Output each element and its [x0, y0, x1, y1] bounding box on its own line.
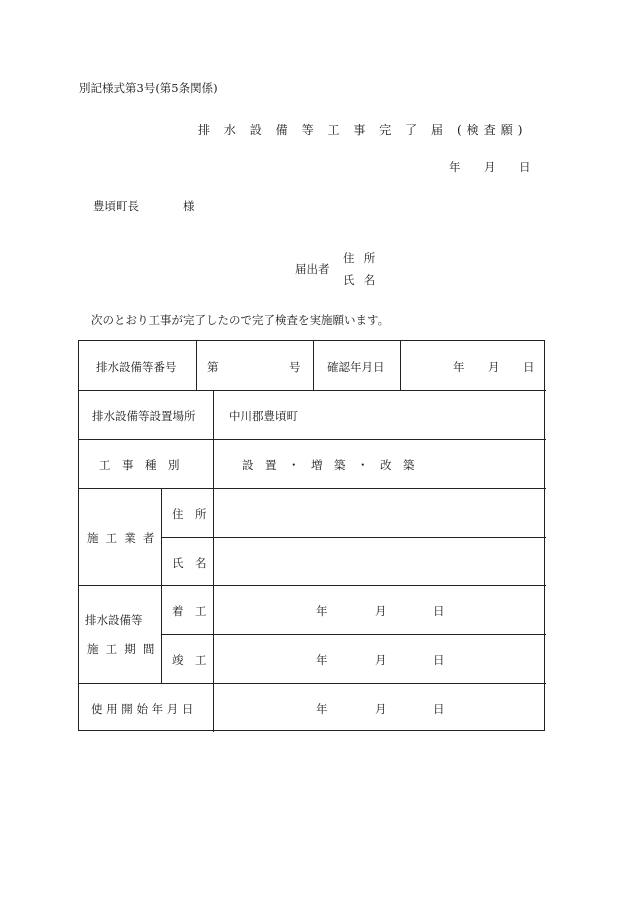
usage-day-label: 日 [433, 702, 445, 716]
usage-month-label: 月 [375, 702, 387, 716]
completion-month-label: 月 [375, 653, 387, 667]
row-divider [79, 439, 546, 440]
construction-period-label-line1: 排水設備等 [85, 613, 143, 627]
confirmation-month-label: 月 [488, 360, 500, 374]
completion-year-label: 年 [316, 653, 328, 667]
contractor-address-label: 住 所 [172, 507, 207, 521]
date-day-label: 日 [519, 160, 531, 174]
completion-statement: 次のとおり工事が完了したので完了検査を実施願います。 [91, 313, 390, 327]
number-suffix: 号 [289, 360, 301, 374]
work-type-label: 工 事 種 別 [99, 458, 180, 472]
construction-start-label: 着 工 [172, 604, 207, 618]
applicant-name-label: 氏名 [343, 273, 385, 287]
contractor-label: 施 工 業 者 [87, 531, 157, 545]
row-divider [79, 390, 546, 391]
row-divider [79, 683, 546, 684]
addressee-name: 豊頃町長 [93, 199, 139, 213]
column-divider [213, 390, 214, 732]
row-divider [161, 634, 546, 635]
row-divider [161, 537, 546, 538]
row-divider [79, 488, 546, 489]
number-prefix: 第 [207, 360, 219, 374]
usage-year-label: 年 [316, 702, 328, 716]
confirmation-day-label: 日 [523, 360, 535, 374]
confirmation-date-label: 確認年月日 [327, 360, 385, 374]
installation-location-label: 排水設備等設置場所 [92, 409, 196, 423]
drainage-number-label: 排水設備等番号 [96, 360, 177, 374]
column-divider [400, 341, 401, 390]
applicant-label: 届出者 [295, 262, 330, 276]
document-title: 排 水 設 備 等 工 事 完 了 届 (検査願) [198, 123, 528, 137]
usage-start-date-label: 使 用 開 始 年 月 日 [91, 702, 194, 716]
column-divider [196, 341, 197, 390]
construction-period-label-line2: 施 工 期 間 [87, 642, 157, 656]
date-year-label: 年 [449, 160, 461, 174]
applicant-address-label: 住所 [343, 251, 385, 265]
contractor-name-label: 氏 名 [172, 556, 207, 570]
start-month-label: 月 [375, 604, 387, 618]
form-reference: 別記様式第3号(第5条関係) [79, 81, 218, 95]
addressee-honorific: 様 [183, 199, 195, 213]
construction-completion-label: 竣 工 [172, 653, 207, 667]
installation-location-value: 中川郡豊頃町 [229, 409, 298, 423]
row-divider [79, 585, 546, 586]
column-divider [161, 488, 162, 683]
confirmation-year-label: 年 [453, 360, 465, 374]
start-day-label: 日 [433, 604, 445, 618]
completion-day-label: 日 [433, 653, 445, 667]
completion-form-table [78, 340, 545, 731]
work-type-options: 設 置 ・ 増 築 ・ 改 築 [242, 458, 415, 472]
start-year-label: 年 [316, 604, 328, 618]
date-month-label: 月 [484, 160, 496, 174]
column-divider [313, 341, 314, 390]
